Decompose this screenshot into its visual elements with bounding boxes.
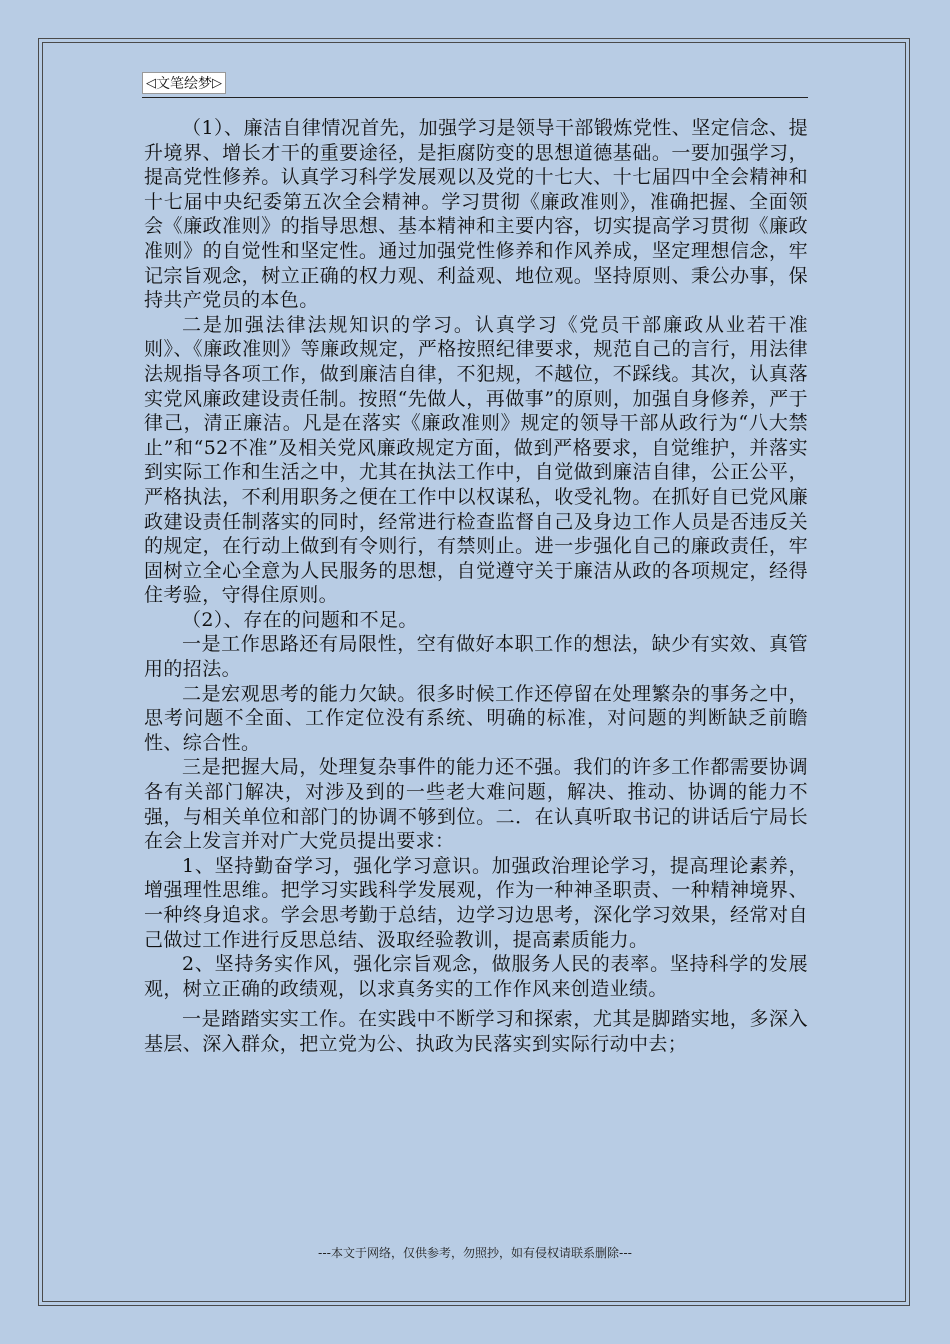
paragraph: 三是把握大局，处理复杂事件的能力还不强。我们的许多工作都需要协调各有关部门解决，对涉及到的一些老大难问题，解决、推动、协调的能力不强，与相关单位和部门的协调不够到位。二．在认真听取书记的讲话后宁局长在会上发言并对广大党员提出要求： (144, 756, 808, 853)
header-logo (142, 72, 226, 94)
paragraph: 一是踏踏实实工作。在实践中不断学习和探索，尤其是脚踏实地，多深入基层、深入群众，把立党为公、执政为民落实到实际行动中去； (144, 1008, 808, 1055)
logo-text: 文笔绘梦 (156, 76, 212, 92)
paragraph: 2、坚持务实作风，强化宗旨观念，做服务人民的表率。坚持科学的发展观，树立正确的政绩观，以求真务实的工作作风来创造业绩。 (144, 953, 808, 1000)
footer-disclaimer: ---本文于网络，仅供参考，勿照抄，如有侵权请联系删除--- (318, 1246, 632, 1260)
header-divider (142, 97, 808, 98)
left-triangle-icon: ◁ (146, 75, 156, 91)
paragraph: 1、坚持勤奋学习，强化学习意识。加强政治理论学习，提高理论素养，增强理性思维。把学习实践科学发展观，作为一种神圣职责、一种精神境界、一种终身追求。学会思考勤于总结，边学习边思考，深化学习效果，经常对自己做过工作进行反思总结、汲取经验教训，提高素质能力。 (144, 854, 808, 951)
paragraph: 二是宏观思考的能力欠缺。很多时候工作还停留在处理繁杂的事务之中，思考问题不全面、工作定位没有系统、明确的标准，对问题的判断缺乏前瞻性、综合性。 (144, 682, 808, 754)
paragraph: 二是加强法律法规知识的学习。认真学习《党员干部廉政从业若干准则》、《廉政准则》等廉政规定，严格按照纪律要求，规范自己的言行，用法律法规指导各项工作，做到廉洁自律，不犯规，不越位，不踩线。其次，认真落实党风廉政建设责任制。按照“先做人，再做事”的原则，加强自身修养，严于律己，清正廉洁。凡是在落实《廉政准则》规定的领导干部从政行为“八大禁止”和“52不准”及相关党风廉政规定方面，做到严格要求，自觉维护，并落实到实际工作和生活之中，尤其在执法工作中，自觉做到廉洁自律，公正公平，严格执法，不利用职务之便在工作中以权谋私，收受礼物。在抓好自已党风廉政建设责任制落实的同时，经常进行检查监督自己及身边工作人员是否违反关的规定，在行动上做到有令则行，有禁则止。进一步强化自己的廉政责任，牢固树立全心全意为人民服务的思想，自觉遵守关于廉洁从政的各项规定，经得住考验，守得住原则。 (144, 313, 808, 607)
right-triangle-icon: ▷ (212, 75, 222, 91)
paragraph: （1）、廉洁自律情况首先，加强学习是领导干部锻炼党性、坚定信念、提升境界、增长才干的重要途径，是拒腐防变的思想道德基础。一要加强学习，提高党性修养。认真学习科学发展观以及党的十七大、十七届四中全会精神和十七届中央纪委第五次全会精神。学习贯彻《廉政准则》，准确把握、全面领会《廉政准则》的指导思想、基本精神和主要内容，切实提高学习贯彻《廉政准则》的自觉性和坚定性。通过加强党性修养和作风养成，坚定理想信念，牢记宗旨观念，树立正确的权力观、利益观、地位观。坚持原则、秉公办事，保持共产党员的本色。 (144, 117, 808, 312)
paragraph: 一是工作思路还有局限性，空有做好本职工作的想法，缺少有实效、真管用的招法。 (144, 633, 808, 681)
document-body (144, 116, 808, 1057)
paragraph: （2）、存在的问题和不足。 (182, 608, 418, 631)
